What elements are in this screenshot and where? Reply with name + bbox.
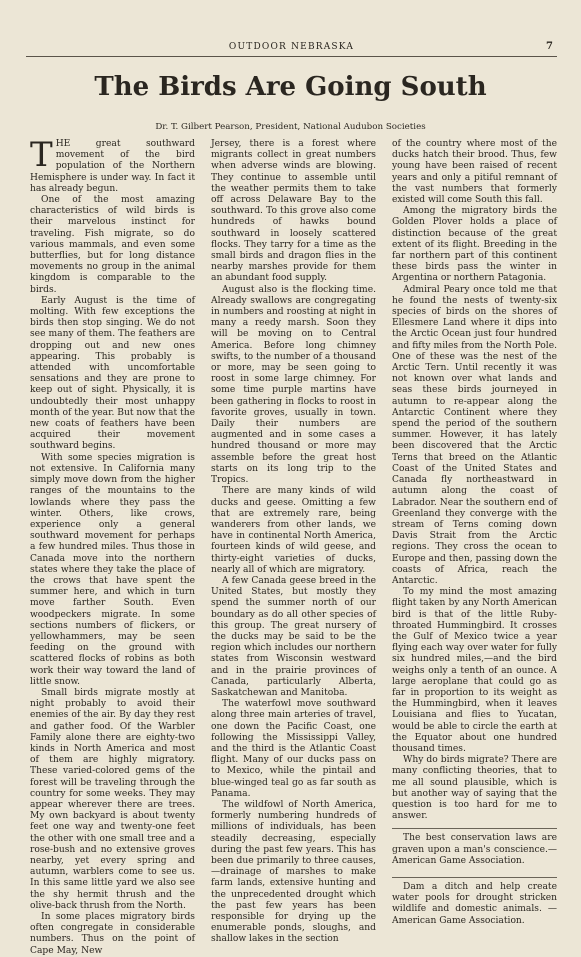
- quote-text: The best conservation laws are graven upon a man's conscience.—American Game Association.: [392, 833, 557, 866]
- paragraph: A few Canada geese breed in the United States, but mostly they spend the summer north of our boundary as do all other species of this group. The great nursery of the ducks may be said to be the region which includes our northern states from Wisconsin westward and in the prairie provinces of Canada, particularly Alberta, Saskatchewan and Manitoba.: [211, 575, 376, 698]
- divider: [392, 877, 557, 878]
- column-2: [211, 139, 376, 945]
- paragraph: The waterfowl move southward along three main arteries of travel, one down the Pacific Coast, one following the Mississippi Valley, and the third is the Atlantic Coast flight. Many of our ducks pass on to Mexico, while the pintail and blue-winged teal go as far south as Panama.: [211, 699, 376, 799]
- paragraph: Jersey, there is a forest where migrants collect in great numbers when adverse winds are blowing. They continue to assemble until the weather permits them to take off across Delaware Bay to the southward. To this grove also come hundreds of hawks bound southward in loosely scattered flocks. They tarry for a time as the small birds and dragon flies in the nearby marshes provide for them an abundant food supply.: [211, 139, 376, 284]
- paragraph: To my mind the most amazing flight taken by any North American bird is that of the little Ruby-throated Hummingbird. It crosses the Gulf of Mexico twice a year flying each way over water for fully six hundred miles,—and the bird weighs only a tenth of an ounce. A large aeroplane that could go as far in proportion to its weight as the Hummingbird, when it leaves Louisiana and flies to Yucatan, would be able to circle the earth at the Equator about one hundred thousand times.: [392, 587, 557, 754]
- column-1: [30, 135, 195, 956]
- article-title: The Birds Are Going South: [94, 72, 487, 102]
- paragraph: One of the most amazing characteristics of wild birds is their marvelous instinct for traveling. Fish migrate, so do various mammals, and even some butterflies, but for long distance movements no group in the animal kingdom is comparable to the birds.: [30, 195, 195, 295]
- article-body: [30, 135, 558, 956]
- page-number: 7: [546, 41, 553, 52]
- paragraph: The wildfowl of North America, formerly numbering hundreds of millions of individuals, has been steadily decreasing, especially during the past few years. This has been due primarily to three causes,—drainage of marshes to make farm lands, extensive hunting and the unprecedented drought which the past few years has been responsible for drying up the enumerable ponds, sloughs, and shallow lakes in the section: [211, 799, 376, 945]
- paragraph-text: HE great southward movement of the bird population of the Northern Hemisphere is under way. In fact it has already begun.: [30, 139, 195, 194]
- paragraph: With some species migration is not extensive. In California many simply move down from the higher ranges of the mountains to the lowlands where they pass the winter. Others, like crows, experience only a general southward movement for perhaps a few hundred miles. Thus those in Canada move into the northern states where they take the place of the crows that have spent the summer here, and which in turn move farther South. Even woodpeckers migrate. In some sections numbers of flickers, or yellowhammers, may be seen feeding on the ground with scattered flocks of robins as both work their way toward the land of little snow.: [30, 452, 195, 687]
- article-byline: Dr. T. Gilbert Pearson, President, National Audubon Societies: [155, 122, 426, 132]
- column-3: [392, 139, 557, 926]
- page-header: [26, 40, 557, 57]
- paragraph: Small birds migrate mostly at night probably to avoid their enemies of the air. By day they rest and gather food. Of the Warbler Family alone there are eighty-two kinds in North America and most of them are highly migratory. These varied-colored gems of the forest will be traveling through the country for some weeks. They may appear wherever there are trees. My own backyard is about twenty feet one way and twenty-one feet the other with one small tree and a rose-bush and no extensive groves nearby, yet every spring and autumn, warblers come to see us. In this same little yard we also see the shy hermit thrush and the olive-back thrush from the North.: [30, 687, 195, 911]
- paragraph: Early August is the time of molting. With few exceptions the birds then stop singing. We do not see many of them. The feathers are dropping out and new ones appearing. This probably is attended with uncomfortable sensations and they are prone to keep out of sight. Physically, it is undoubtedly their most unhappy month of the year. But now that the new coats of feathers have been acquired their movement southward begins.: [30, 295, 195, 452]
- paragraph: Why do birds migrate? There are many conflicting theories, that to me all sound plausible, which is but another way of saying that the question is too hard for me to answer.: [392, 755, 557, 822]
- paragraph: [30, 135, 195, 195]
- paragraph: August also is the flocking time. Already swallows are congregating in numbers and roosting at night in many a reedy marsh. Soon they will be moving on to Central America. Before long chimney swifts, to the number of a thousand or more, may be seen going to roost in some large chimney. For some time purple martins have been gathering in flocks to roost in favorite groves, usually in town. Daily their numbers are augmented and in some cases a hundred thousand or more may assemble before the great host starts on its long trip to the Tropics.: [211, 284, 376, 486]
- quote-text: Dam a ditch and help create water pools for drought stricken wildlife and domestic animals. — American Game Association.: [392, 882, 557, 926]
- paragraph: Admiral Peary once told me that he found the nests of twenty-six species of birds on the shores of Ellesmere Land where it dips into the Arctic Ocean just four hundred and fifty miles from the North Pole. One of these was the nest of the Arctic Tern. Until recently it was not known over what lands and seas these birds journeyed in autumn to re-appear along the Antarctic Continent where they spend the period of the southern summer. However, it has lately been discovered that the Arctic Terns that breed on the Atlantic Coast of the United States and Canada fly northeastward in autumn along the coast of Labrador. Near the southern end of Greenland they converge with the stream of Terns coming down Davis Strait from the Arctic regions. They cross the ocean to Europe and then, passing down the coasts of Africa, reach the Antarctic.: [392, 284, 557, 586]
- drop-cap: T: [30, 135, 53, 175]
- paragraph: In some places migratory birds often congregate in considerable numbers. Thus on the point of Cape May, New: [30, 912, 195, 956]
- paragraph: There are many kinds of wild ducks and geese. Omitting a few that are extremely rare, being wanderers from other lands, we have in continental North America, fourteen kinds of wild geese, and thirty-eight varieties of ducks, nearly all of which are migratory.: [211, 486, 376, 575]
- quote-box: [392, 833, 557, 867]
- running-head: OUTDOOR NEBRASKA: [228, 42, 355, 52]
- paragraph: of the country where most of the ducks hatch their brood. Thus, few young have been raised of recent years and only a pitiful remnant of the vast numbers that formerly existed will come South this fall.: [392, 139, 557, 206]
- quote-box: [392, 882, 557, 927]
- paragraph: Among the migratory birds the Golden Plover holds a place of distinction because of the great extent of its flight. Breeding in the far northern part of this continent these birds pass the winter in Argentina or northern Patagonia.: [392, 206, 557, 284]
- divider: [392, 828, 557, 829]
